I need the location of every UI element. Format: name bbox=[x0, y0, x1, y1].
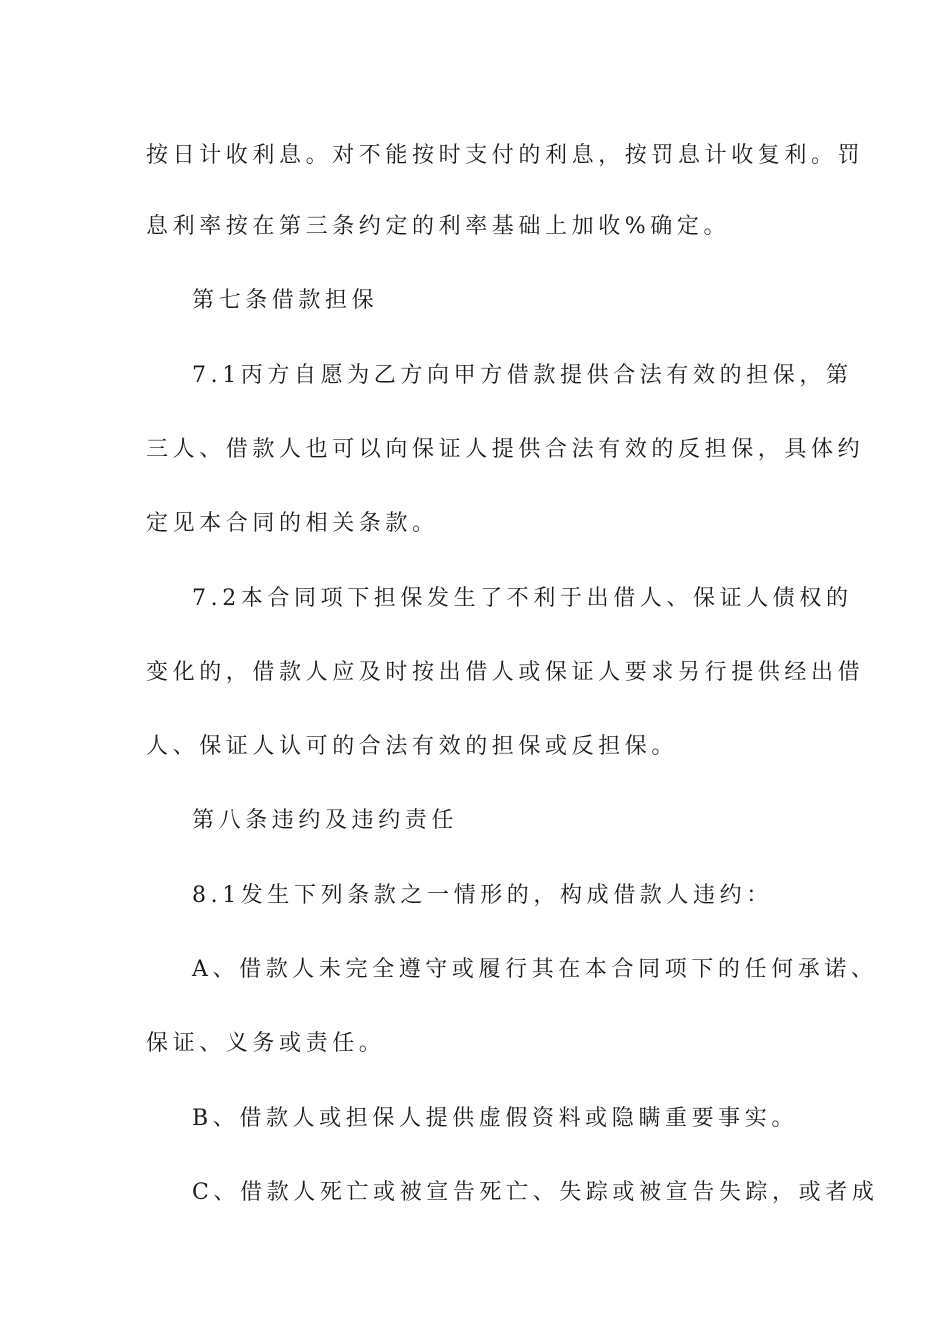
body-text-line: 保证、义务或责任。 bbox=[146, 1031, 386, 1056]
body-text-line: 按日计收利息。对不能按时支付的利息，按罚息计收复利。罚 bbox=[146, 143, 865, 168]
clause-7-2: 7.2本合同项下担保发生了不利于出借人、保证人债权的 bbox=[192, 586, 853, 611]
item-b: B、借款人或担保人提供虚假资料或隐瞒重要事实。 bbox=[192, 1106, 798, 1131]
body-text-line: 定见本合同的相关条款。 bbox=[146, 511, 439, 536]
body-text-line: 息利率按在第三条约定的利率基础上加收%确定。 bbox=[146, 214, 731, 239]
item-c: C、借款人死亡或被宣告死亡、失踪或被宣告失踪，或者成 bbox=[192, 1180, 879, 1205]
body-text-line: 变化的，借款人应及时按出借人或保证人要求另行提供经出借 bbox=[146, 660, 865, 685]
section-heading-7: 第七条借款担保 bbox=[192, 288, 379, 313]
body-text-line: 人、保证人认可的合法有效的担保或反担保。 bbox=[146, 734, 679, 759]
clause-8-1: 8.1发生下列条款之一情形的，构成借款人违约： bbox=[192, 883, 773, 908]
clause-7-1: 7.1丙方自愿为乙方向甲方借款提供合法有效的担保，第 bbox=[192, 363, 853, 388]
body-text-line: 三人、借款人也可以向保证人提供合法有效的反担保，具体约 bbox=[146, 437, 865, 462]
item-a: A、借款人未完全遵守或履行其在本合同项下的任何承诺、 bbox=[192, 957, 878, 982]
section-heading-8: 第八条违约及违约责任 bbox=[192, 808, 459, 833]
